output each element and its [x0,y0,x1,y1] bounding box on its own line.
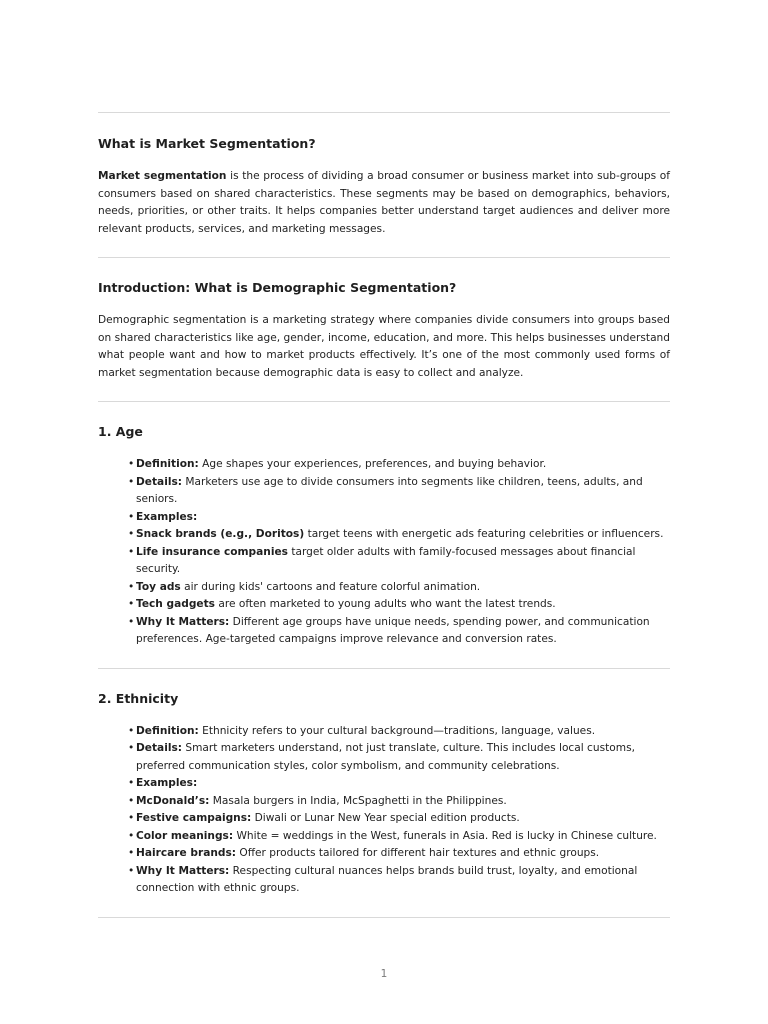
section-demographic-segmentation [98,258,670,382]
bullet-item [128,863,670,898]
bullet-dot: • [128,847,135,859]
paragraph-text: is the process of dividing a broad consumer or business market into sub-groups of consumers based on shared characteristics. These segments may be based on demographics, behaviors, needs, priorities, or other traits. It helps companies better understand target audiences and deliver more relevant products, services, and marketing messages. [98,170,670,235]
bullet-term: Why It Matters: [136,615,230,628]
bullet-dot: • [128,864,135,877]
bullet-text: target older adults with family-focused messages about financial security. [136,545,636,575]
bullet-term: Color meanings: [136,829,234,842]
bullet-dot: • [128,510,135,523]
bullet-list [98,723,670,898]
bullet-term: Details: [136,742,182,754]
bullet-text: Ethnicity refers to your cultural background—traditions, language, values. [198,724,596,737]
bullet-term: Details: [136,475,182,488]
bullet-text: Masala burgers in India, McSpaghetti in the Philippines. [209,794,507,807]
bullet-dot: • [128,777,135,789]
bullet-item [128,793,670,811]
bullet-dot: • [128,829,135,842]
bullet-dot: • [128,545,135,558]
bullet-term: McDonald’s: [136,794,210,807]
bullet-item [128,845,670,863]
section-market-segmentation [98,113,670,238]
bullet-term: Tech gadgets [136,598,215,610]
bullet-term: Why It Matters: [136,864,230,877]
bullet-dot: • [128,598,135,610]
bullet-item [128,509,670,527]
bullet-text: Different age groups have unique needs, spending power, and communication preferences. Age-targeted campaigns improve relevance and conversion rates. [136,615,650,645]
bullet-text: air during kids' cartoons and feature colorful animation. [180,580,481,593]
bullet-dot: • [128,580,135,593]
section-paragraph [98,168,670,238]
bullet-text: Diwali or Lunar New Year special edition products. [251,812,520,824]
bullet-dot: • [128,475,135,488]
section-heading: 1. Age [98,424,143,439]
bullet-term: Toy ads [136,580,181,593]
bullet-text: Age shapes your experiences, preferences, and buying behavior. [198,458,547,470]
section-heading: Introduction: What is Demographic Segmentation? [98,280,457,295]
section-heading: What is Market Segmentation? [98,136,316,151]
bullet-item [128,596,670,614]
section-ethnicity [98,669,670,898]
bullet-item [128,526,670,544]
bullet-text: target teens with energetic ads featuring celebrities or influencers. [304,528,664,540]
bullet-item [128,828,670,846]
bullet-dot: • [128,458,135,470]
bullet-term: Life insurance companies [136,545,288,558]
bullet-term: Definition: [136,724,199,737]
bullet-term: Definition: [136,458,199,470]
bullet-term: Haircare brands: [136,847,237,859]
document-page [98,112,670,918]
bullet-item [128,775,670,793]
bullet-list [98,456,670,649]
bullet-dot: • [128,615,135,628]
section-paragraph: Demographic segmentation is a marketing strategy where companies divide consumers into groups based on shared characteristics like age, gender, income, education, and more. This helps businesses understand what people want and how to market products effectively. It’s one of the most commonly used forms of market segmentation because demographic data is easy to collect and analyze. [98,314,670,379]
bullet-term: Festive campaigns: [136,812,252,824]
bullet-text: Marketers use age to divide consumers into segments like children, teens, adults, and seniors. [136,475,643,505]
section-heading: 2. Ethnicity [98,690,179,706]
bullet-item [128,474,670,509]
bullet-dot: • [128,812,135,824]
page-number: 1 [380,968,388,980]
bullet-item [128,614,670,649]
bullet-text: White = weddings in the West, funerals in Asia. Red is lucky in Chinese culture. [233,829,657,842]
bullet-item [128,810,670,828]
bullet-dot: • [128,724,135,737]
paragraph-bold-term: Market segmentation [98,170,227,182]
bullet-text: Respecting cultural nuances helps brands build trust, loyalty, and emotional connection with ethnic groups. [136,864,638,894]
bullet-term: Examples: [136,510,198,523]
bullet-item [128,456,670,474]
divider [98,917,670,918]
bullet-dot: • [128,794,135,807]
bullet-dot: • [128,742,135,754]
bullet-item [128,740,670,775]
bullet-dot: • [128,528,135,540]
section-age [98,402,670,649]
bullet-text: Offer products tailored for different hair textures and ethnic groups. [236,847,600,859]
bullet-term: Snack brands (e.g., Doritos) [136,528,305,540]
bullet-item [128,544,670,579]
bullet-text: Smart marketers understand, not just translate, culture. This includes local customs, preferred communication styles, color symbolism, and community celebrations. [136,742,635,772]
bullet-term: Examples: [136,777,198,789]
bullet-text: are often marketed to young adults who want the latest trends. [214,598,556,610]
bullet-item [128,723,670,741]
bullet-item [128,579,670,597]
